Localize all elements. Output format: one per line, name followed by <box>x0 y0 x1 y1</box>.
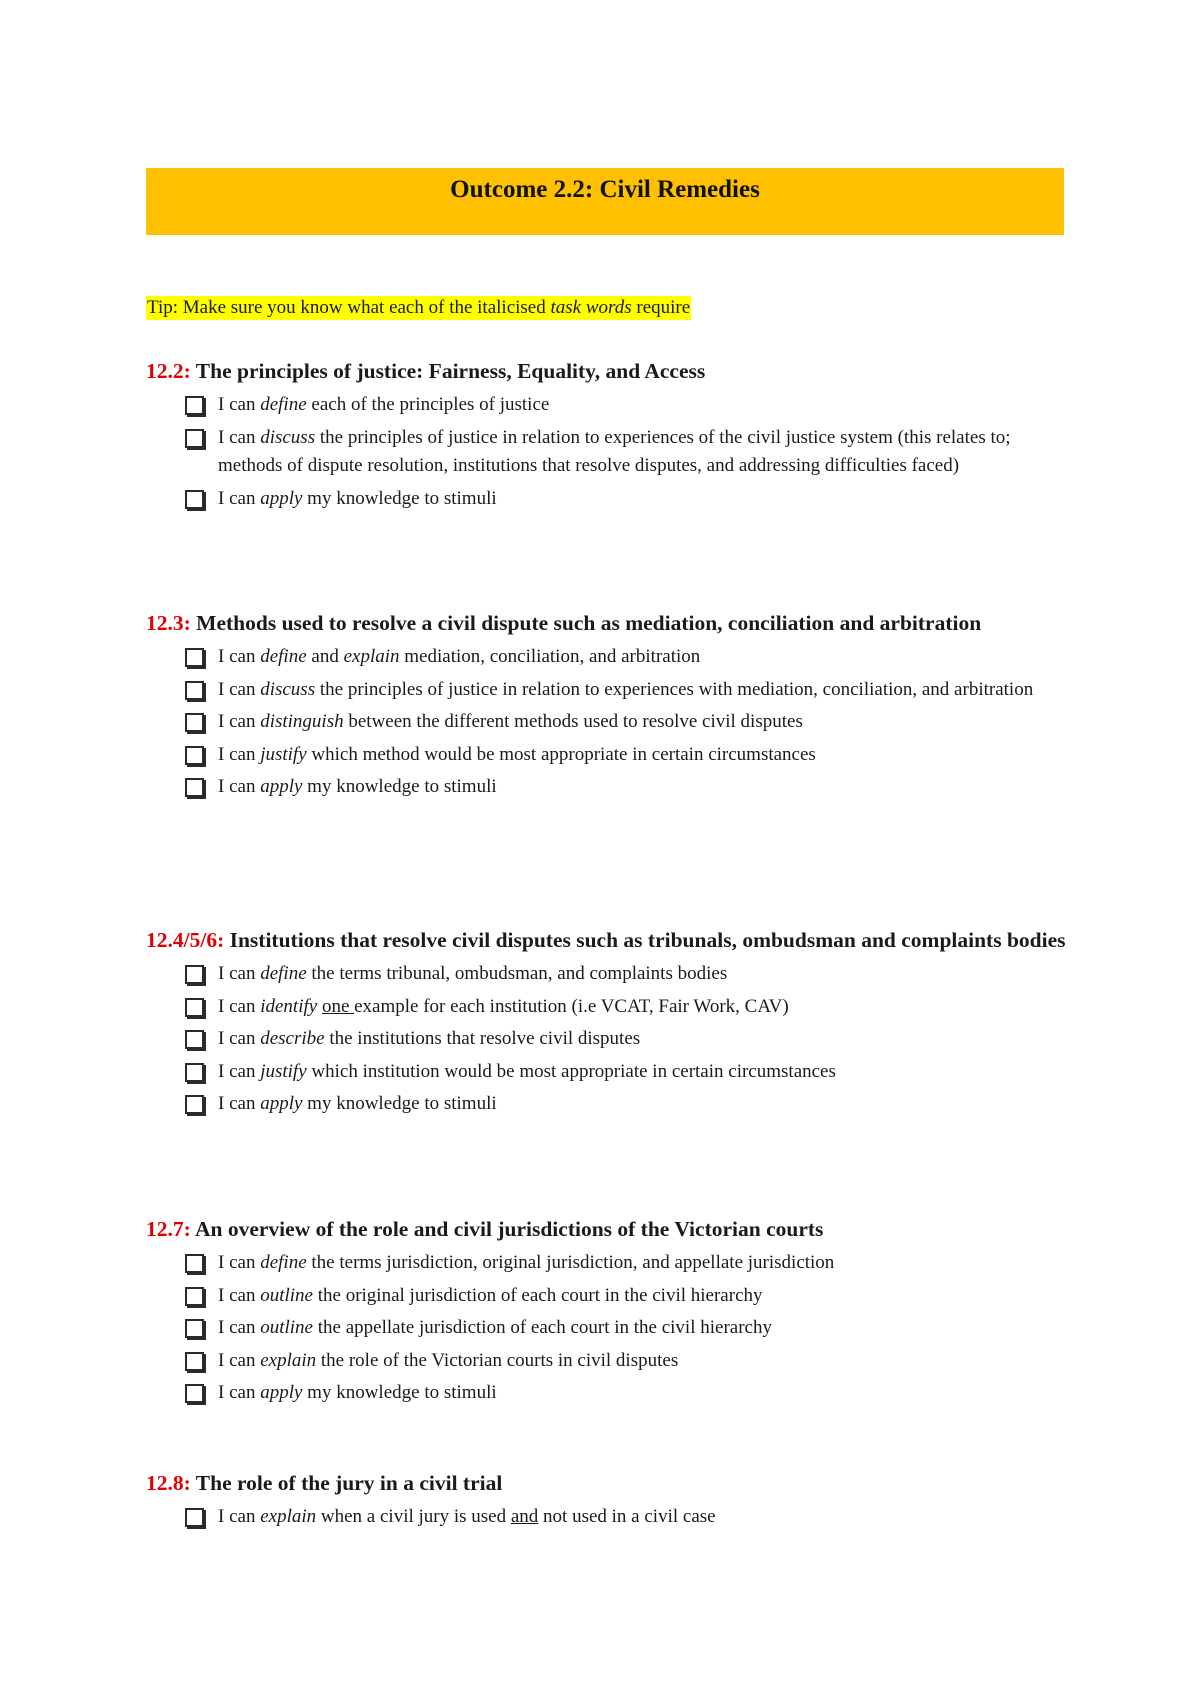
item-text: the appellate jurisdiction of each court in the civil hierarchy <box>312 1317 772 1338</box>
task-word: define <box>260 963 307 984</box>
checkbox[interactable] <box>185 1508 204 1527</box>
section-heading <box>146 355 1076 387</box>
checklist-item <box>146 708 1076 737</box>
section-12-7 <box>146 1213 1076 1408</box>
task-word: define <box>260 646 307 667</box>
section-title: The role of the jury in a civil trial <box>190 1471 503 1495</box>
checkbox[interactable] <box>185 396 204 415</box>
checklist-item <box>146 1025 1076 1054</box>
checklist-item <box>146 676 1076 705</box>
section-12-2 <box>146 355 1076 513</box>
task-word: explain <box>343 646 400 667</box>
item-text: my knowledge to stimuli <box>302 776 497 797</box>
section-number: 12.4/5/6: <box>146 928 225 952</box>
item-text: I can <box>218 678 261 700</box>
section-12-3 <box>146 607 1076 802</box>
checklist-item <box>146 424 1076 481</box>
item-text: the terms tribunal, ombudsman, and complaints bodies <box>306 963 728 984</box>
item-text: I can <box>218 1284 261 1306</box>
title-banner <box>146 168 1064 235</box>
checkbox[interactable] <box>185 713 204 732</box>
checkbox[interactable] <box>185 1319 204 1338</box>
section-number: 12.3: <box>146 611 191 635</box>
checkbox[interactable] <box>185 648 204 667</box>
task-word: outline <box>260 1284 313 1306</box>
item-text: I can <box>218 487 261 509</box>
checkbox[interactable] <box>185 1352 204 1371</box>
page-title: Outcome 2.2: Civil Remedies <box>450 176 760 203</box>
checkbox[interactable] <box>185 1254 204 1273</box>
item-text: example for each institution (i.e VCAT, Fair Work, CAV) <box>354 995 789 1017</box>
checklist-item <box>146 960 1076 989</box>
item-text: which method would be most appropriate in certain circumstances <box>306 743 816 765</box>
section-number: 12.7: <box>146 1217 191 1241</box>
task-word: justify <box>260 743 307 765</box>
item-text: I can <box>218 963 261 984</box>
item-text: I can <box>218 1028 261 1049</box>
item-text: I can <box>218 394 261 415</box>
item-text: the terms jurisdiction, original jurisdiction, and appellate jurisdiction <box>306 1252 835 1273</box>
item-text: I can <box>218 646 261 667</box>
item-text: I can <box>218 776 261 797</box>
checklist-item <box>146 1090 1076 1119</box>
checklist-item <box>146 1058 1076 1087</box>
item-text: the institutions that resolve civil disputes <box>324 1028 641 1049</box>
section-number: 12.2: <box>146 359 191 383</box>
checklist-item <box>146 1282 1076 1311</box>
task-word: define <box>260 1252 307 1273</box>
checkbox[interactable] <box>185 965 204 984</box>
section-12-8 <box>146 1467 1076 1532</box>
task-word: discuss <box>260 426 316 448</box>
checkbox[interactable] <box>185 429 204 448</box>
item-text: I can <box>218 711 261 732</box>
task-word: apply <box>260 776 303 797</box>
item-text: and <box>306 646 344 667</box>
checklist-item <box>146 1379 1076 1408</box>
tip-suffix: require <box>631 297 691 318</box>
checklist-item <box>146 1249 1076 1278</box>
tip-emphasis: task words <box>550 297 632 318</box>
checkbox[interactable] <box>185 1063 204 1082</box>
checklist-item <box>146 485 1076 514</box>
section-title: The principles of justice: Fairness, Equality, and Access <box>190 359 706 383</box>
tip-prefix: Tip: Make sure you know what each of the italicised <box>147 297 551 318</box>
task-word: justify <box>260 1060 307 1082</box>
item-text: my knowledge to stimuli <box>302 487 497 509</box>
item-text: I can <box>218 743 261 765</box>
section-title: Institutions that resolve civil disputes such as tribunals, ombudsman and complaints bodies <box>224 928 1066 952</box>
item-text: the principles of justice in relation to experiences of the civil justice system (this relates to; methods of dispute resolution, institutions that resolve disputes, and addressing difficulties faced) <box>218 426 1011 476</box>
section-12-4-5-6 <box>146 924 1076 1119</box>
item-text: the principles of justice in relation to experiences with mediation, conciliation, and arbitration <box>315 678 1034 700</box>
item-text: the original jurisdiction of each court in the civil hierarchy <box>312 1284 763 1306</box>
item-text: when a civil jury is used <box>316 1506 511 1527</box>
checklist-item <box>146 773 1076 802</box>
section-heading <box>146 1213 1076 1245</box>
section-heading <box>146 607 1076 639</box>
checklist-item <box>146 1314 1076 1343</box>
checklist-item <box>146 1347 1076 1376</box>
checkbox[interactable] <box>185 490 204 509</box>
checklist-item <box>146 1503 1076 1532</box>
task-word: discuss <box>260 678 316 700</box>
section-number: 12.8: <box>146 1471 191 1495</box>
checkbox[interactable] <box>185 778 204 797</box>
task-word: apply <box>260 1093 303 1114</box>
item-text: I can <box>218 426 261 448</box>
checklist-item <box>146 741 1076 770</box>
section-title: Methods used to resolve a civil dispute such as mediation, conciliation and arbitration <box>190 611 982 635</box>
task-word: outline <box>260 1317 313 1338</box>
section-heading <box>146 1467 1076 1499</box>
item-text: each of the principles of justice <box>306 394 550 415</box>
task-word: describe <box>260 1028 325 1049</box>
item-text: I can <box>218 1093 261 1114</box>
item-text: not used in a civil case <box>538 1506 716 1527</box>
section-title: An overview of the role and civil jurisdictions of the Victorian courts <box>190 1217 824 1241</box>
checklist-item <box>146 993 1076 1022</box>
task-word: explain <box>260 1349 317 1371</box>
checkbox[interactable] <box>185 1287 204 1306</box>
checkbox[interactable] <box>185 1095 204 1114</box>
item-text: my knowledge to stimuli <box>302 1093 497 1114</box>
underlined-word: one <box>321 995 355 1017</box>
section-heading <box>146 924 1076 956</box>
item-text: I can <box>218 1060 261 1082</box>
checkbox[interactable] <box>185 1030 204 1049</box>
checkbox[interactable] <box>185 681 204 700</box>
checkbox[interactable] <box>185 1384 204 1403</box>
task-word: apply <box>260 1382 303 1403</box>
item-text: I can <box>218 1349 261 1371</box>
task-word: identify <box>260 995 318 1017</box>
item-text: the role of the Victorian courts in civil disputes <box>316 1349 679 1371</box>
item-text: I can <box>218 1252 261 1273</box>
checkbox[interactable] <box>185 998 204 1017</box>
item-text: between the different methods used to resolve civil disputes <box>343 711 803 732</box>
tip-note <box>146 296 691 320</box>
task-word: explain <box>260 1506 317 1527</box>
checkbox[interactable] <box>185 746 204 765</box>
task-word: distinguish <box>260 711 344 732</box>
item-text: I can <box>218 995 261 1017</box>
checklist-item <box>146 643 1076 672</box>
item-text: which institution would be most appropriate in certain circumstances <box>306 1060 836 1082</box>
checklist-item <box>146 391 1076 420</box>
item-text: I can <box>218 1506 261 1527</box>
task-word: apply <box>260 487 303 509</box>
task-word: define <box>260 394 307 415</box>
item-text: I can <box>218 1382 261 1403</box>
item-text: mediation, conciliation, and arbitration <box>399 646 701 667</box>
underlined-word: and <box>510 1506 539 1527</box>
item-text: I can <box>218 1317 261 1338</box>
item-text: my knowledge to stimuli <box>302 1382 497 1403</box>
